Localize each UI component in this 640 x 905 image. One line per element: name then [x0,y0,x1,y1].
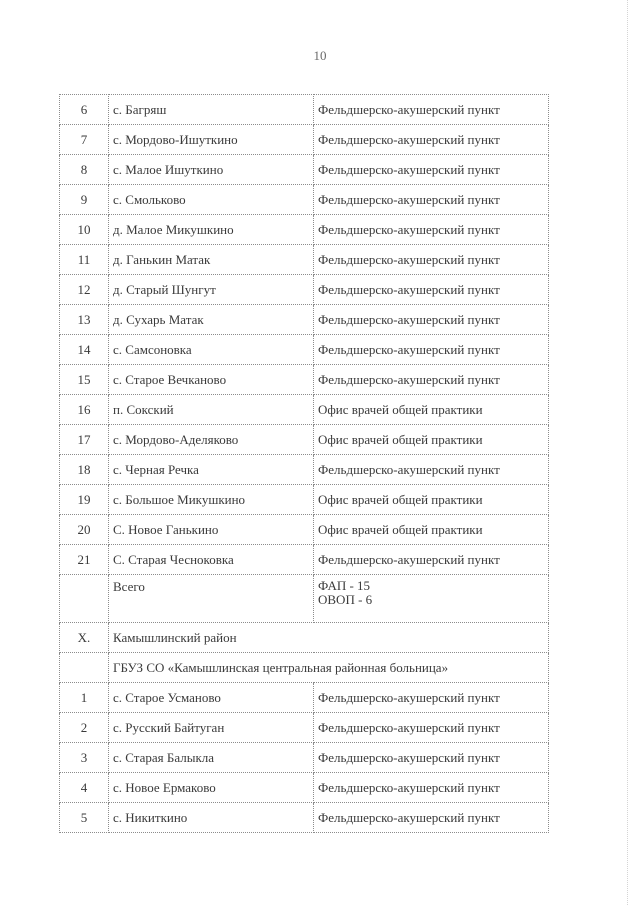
settlement-name: С. Новое Ганькино [109,515,314,545]
settlement-name: с. Малое Ишуткино [109,155,314,185]
table-row [60,713,549,743]
facility-type: Фельдшерско-акушерский пункт [314,773,549,803]
summary-label: Всего [109,575,314,623]
facility-type: Фельдшерско-акушерский пункт [314,245,549,275]
table-row [60,245,549,275]
facilities-rows-part-2 [60,683,549,833]
facility-type: Фельдшерско-акушерский пункт [314,803,549,833]
settlement-name: д. Ганькин Матак [109,245,314,275]
summary-num-cell [60,575,109,623]
settlement-name: с. Смольково [109,185,314,215]
settlement-name: С. Старая Чесноковка [109,545,314,575]
facility-type: Фельдшерско-акушерский пункт [314,185,549,215]
section-row [60,623,549,653]
summary-block [60,575,549,683]
facility-type: Фельдшерско-акушерский пункт [314,275,549,305]
row-number: 2 [60,713,109,743]
facility-type: Фельдшерско-акушерский пункт [314,125,549,155]
page-number: 10 [313,48,327,63]
row-number: 19 [60,485,109,515]
facility-type: Фельдшерско-акушерский пункт [314,335,549,365]
row-number: 18 [60,455,109,485]
table-row [60,335,549,365]
table-row [60,365,549,395]
settlement-name: с. Мордово-Аделяково [109,425,314,455]
institution-name: ГБУЗ СО «Камышлинская центральная районная больница» [109,653,549,683]
institution-row [60,653,549,683]
table-row [60,305,549,335]
table-row [60,395,549,425]
row-number: 6 [60,95,109,125]
row-number: 15 [60,365,109,395]
page-edge-line [626,0,628,905]
row-number: 5 [60,803,109,833]
row-number: 3 [60,743,109,773]
table-row [60,545,549,575]
row-number: 20 [60,515,109,545]
settlement-name: д. Малое Микушкино [109,215,314,245]
table-row [60,425,549,455]
row-number: 11 [60,245,109,275]
settlement-name: с. Большое Микушкино [109,485,314,515]
table-row [60,683,549,713]
facility-type: Фельдшерско-акушерский пункт [314,215,549,245]
table-row [60,95,549,125]
summary-row [60,575,549,623]
settlement-name: д. Сухарь Матак [109,305,314,335]
row-number: 12 [60,275,109,305]
row-number: 13 [60,305,109,335]
settlement-name: с. Самсоновка [109,335,314,365]
facility-type: Фельдшерско-акушерский пункт [314,545,549,575]
settlement-name: с. Мордово-Ишуткино [109,125,314,155]
row-number: 4 [60,773,109,803]
settlement-name: с. Старая Балыкла [109,743,314,773]
settlement-name: п. Сокский [109,395,314,425]
row-number: 9 [60,185,109,215]
facility-type: Офис врачей общей практики [314,395,549,425]
settlement-name: с. Никиткино [109,803,314,833]
facility-type: Фельдшерско-акушерский пункт [314,743,549,773]
facility-type: Офис врачей общей практики [314,425,549,455]
facility-type: Фельдшерско-акушерский пункт [314,305,549,335]
table-row [60,125,549,155]
row-number: 10 [60,215,109,245]
settlement-name: с. Русский Байтуган [109,713,314,743]
facility-type: Фельдшерско-акушерский пункт [314,95,549,125]
settlement-name: с. Черная Речка [109,455,314,485]
facility-type: Фельдшерско-акушерский пункт [314,365,549,395]
settlement-name: с. Багряш [109,95,314,125]
table-row [60,155,549,185]
facilities-rows-part-1 [60,95,549,575]
row-number: 7 [60,125,109,155]
table-row [60,485,549,515]
facility-type: Фельдшерско-акушерский пункт [314,713,549,743]
row-number: 17 [60,425,109,455]
row-number: 1 [60,683,109,713]
facility-type: Фельдшерско-акушерский пункт [314,683,549,713]
table-row [60,743,549,773]
settlement-name: д. Старый Шунгут [109,275,314,305]
table-row [60,803,549,833]
section-number: X. [60,623,109,653]
facility-type: Офис врачей общей практики [314,485,549,515]
row-number: 14 [60,335,109,365]
settlement-name: с. Старое Усманово [109,683,314,713]
summary-ovop: ОВОП - 6 [318,592,373,607]
facilities-table [59,94,549,833]
section-title: Камышлинский район [109,623,549,653]
row-number: 21 [60,545,109,575]
table-row [60,455,549,485]
table-row [60,275,549,305]
facility-type: Фельдшерско-акушерский пункт [314,455,549,485]
summary-fap: ФАП - 15 [318,578,371,593]
table-row [60,515,549,545]
settlement-name: с. Новое Ермаково [109,773,314,803]
row-number: 8 [60,155,109,185]
settlement-name: с. Старое Вечканово [109,365,314,395]
facility-type: Фельдшерско-акушерский пункт [314,155,549,185]
table-row [60,185,549,215]
row-number: 16 [60,395,109,425]
table-row [60,215,549,245]
summary-values [314,575,549,623]
institution-num-cell [60,653,109,683]
table-row [60,773,549,803]
facility-type: Офис врачей общей практики [314,515,549,545]
